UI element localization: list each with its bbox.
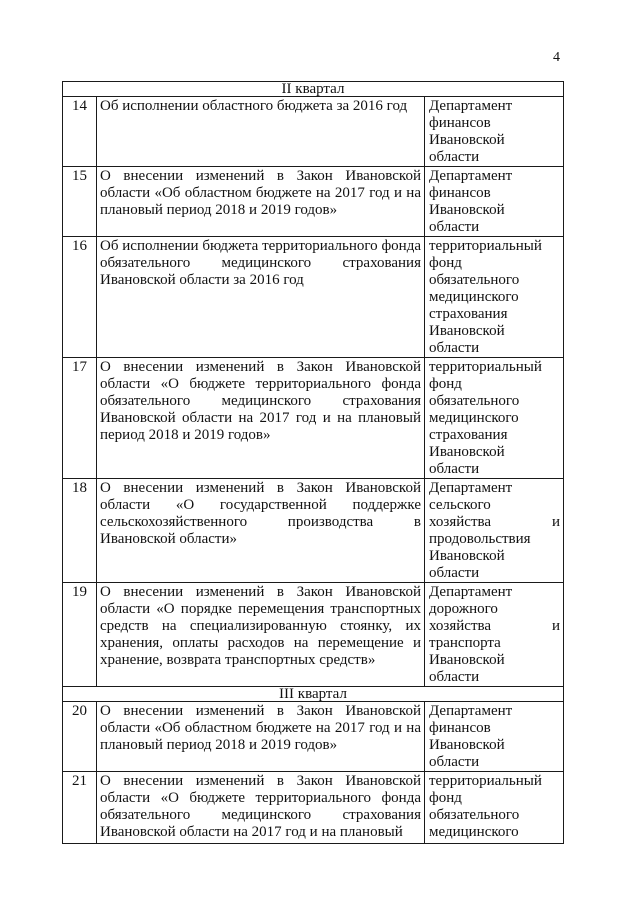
table-row: [63, 167, 564, 237]
row-number: 19: [63, 583, 97, 687]
row-title: О внесении изменений в Закон Ивановской области «О порядке перемещения транспортных средств на специализированную стоянку, их хранения, оплаты расходов на перемещение и хранение, возврата транспортных средств»: [97, 583, 425, 687]
department-line: обязательного: [429, 807, 520, 823]
department-line: Ивановской: [429, 132, 505, 148]
table-row: [63, 772, 564, 844]
department-line: сельского: [429, 497, 491, 513]
row-title: О внесении изменений в Закон Ивановской области «О государственной поддержке сельскохозяйственного производства в Ивановской области»: [97, 479, 425, 583]
department-line: финансов: [429, 115, 491, 131]
department-line: Департамент: [429, 703, 513, 719]
row-department: [425, 167, 564, 237]
row-department: [425, 772, 564, 844]
department-line: территориальный: [429, 773, 542, 789]
department-line: фонд: [429, 790, 462, 806]
table-row: [63, 358, 564, 479]
row-title: Об исполнении бюджета территориального фонда обязательного медицинского страхования Ивановской области за 2016 год: [97, 237, 425, 358]
department-line: области: [429, 149, 480, 165]
table-row: [63, 237, 564, 358]
department-line: Ивановской: [429, 323, 505, 339]
row-number: 18: [63, 479, 97, 583]
department-line: области: [429, 565, 480, 581]
department-line: страхования: [429, 427, 508, 443]
department-line: Ивановской: [429, 737, 505, 753]
department-line: страхования: [429, 306, 508, 322]
row-department: [425, 479, 564, 583]
row-number: 17: [63, 358, 97, 479]
department-line: обязательного: [429, 393, 520, 409]
section-row-q2: [63, 82, 564, 97]
page-number: 4: [553, 50, 560, 65]
table-row: [63, 583, 564, 687]
department-line: фонд: [429, 376, 462, 392]
row-number: 16: [63, 237, 97, 358]
row-title: О внесении изменений в Закон Ивановской области «Об областном бюджете на 2017 год и на плановый период 2018 и 2019 годов»: [97, 702, 425, 772]
department-line: хозяйства и: [429, 618, 560, 634]
row-title: О внесении изменений в Закон Ивановской области «Об областном бюджете на 2017 год и на плановый период 2018 и 2019 годов»: [97, 167, 425, 237]
department-line: транспорта: [429, 635, 501, 651]
department-line: территориальный: [429, 238, 542, 254]
row-number: 20: [63, 702, 97, 772]
department-line: Департамент: [429, 480, 513, 496]
row-title: О внесении изменений в Закон Ивановской области «О бюджете территориального фонда обязательного медицинского страхования Ивановской области на 2017 год и на плановый период 2018 и 2019 годов»: [97, 358, 425, 479]
department-line: области: [429, 669, 480, 685]
department-line: обязательного: [429, 272, 520, 288]
table-row: [63, 97, 564, 167]
section-row-q3: [63, 687, 564, 702]
table-row: [63, 702, 564, 772]
department-line: Ивановской: [429, 444, 505, 460]
department-line: Ивановской: [429, 548, 505, 564]
row-department: [425, 237, 564, 358]
row-department: [425, 358, 564, 479]
row-department: [425, 583, 564, 687]
row-number: 21: [63, 772, 97, 844]
department-line: территориальный: [429, 359, 542, 375]
department-line: медицинского: [429, 289, 519, 305]
department-line: Ивановской: [429, 652, 505, 668]
department-line: фонд: [429, 255, 462, 271]
department-line: медицинского: [429, 824, 519, 840]
department-line: Ивановской: [429, 202, 505, 218]
department-line: финансов: [429, 720, 491, 736]
department-line: Департамент: [429, 584, 513, 600]
department-line: хозяйства и: [429, 514, 560, 530]
department-line: медицинского: [429, 410, 519, 426]
department-line: дорожного: [429, 601, 498, 617]
row-department: [425, 702, 564, 772]
department-line: области: [429, 461, 480, 477]
row-department: [425, 97, 564, 167]
department-line: области: [429, 340, 480, 356]
row-title: О внесении изменений в Закон Ивановской области «О бюджете территориального фонда обязательного медицинского страхования Ивановской области на 2017 год и на плановый: [97, 772, 425, 844]
department-line: Департамент: [429, 98, 513, 114]
department-line: Департамент: [429, 168, 513, 184]
row-title: Об исполнении областного бюджета за 2016 год: [97, 97, 425, 167]
department-line: области: [429, 219, 480, 235]
department-line: финансов: [429, 185, 491, 201]
section-header-q2: II квартал: [63, 82, 564, 97]
department-line: продовольствия: [429, 531, 531, 547]
section-header-q3: III квартал: [63, 687, 564, 702]
row-number: 15: [63, 167, 97, 237]
department-line: области: [429, 754, 480, 770]
plan-table: [62, 81, 564, 844]
row-number: 14: [63, 97, 97, 167]
table-row: [63, 479, 564, 583]
